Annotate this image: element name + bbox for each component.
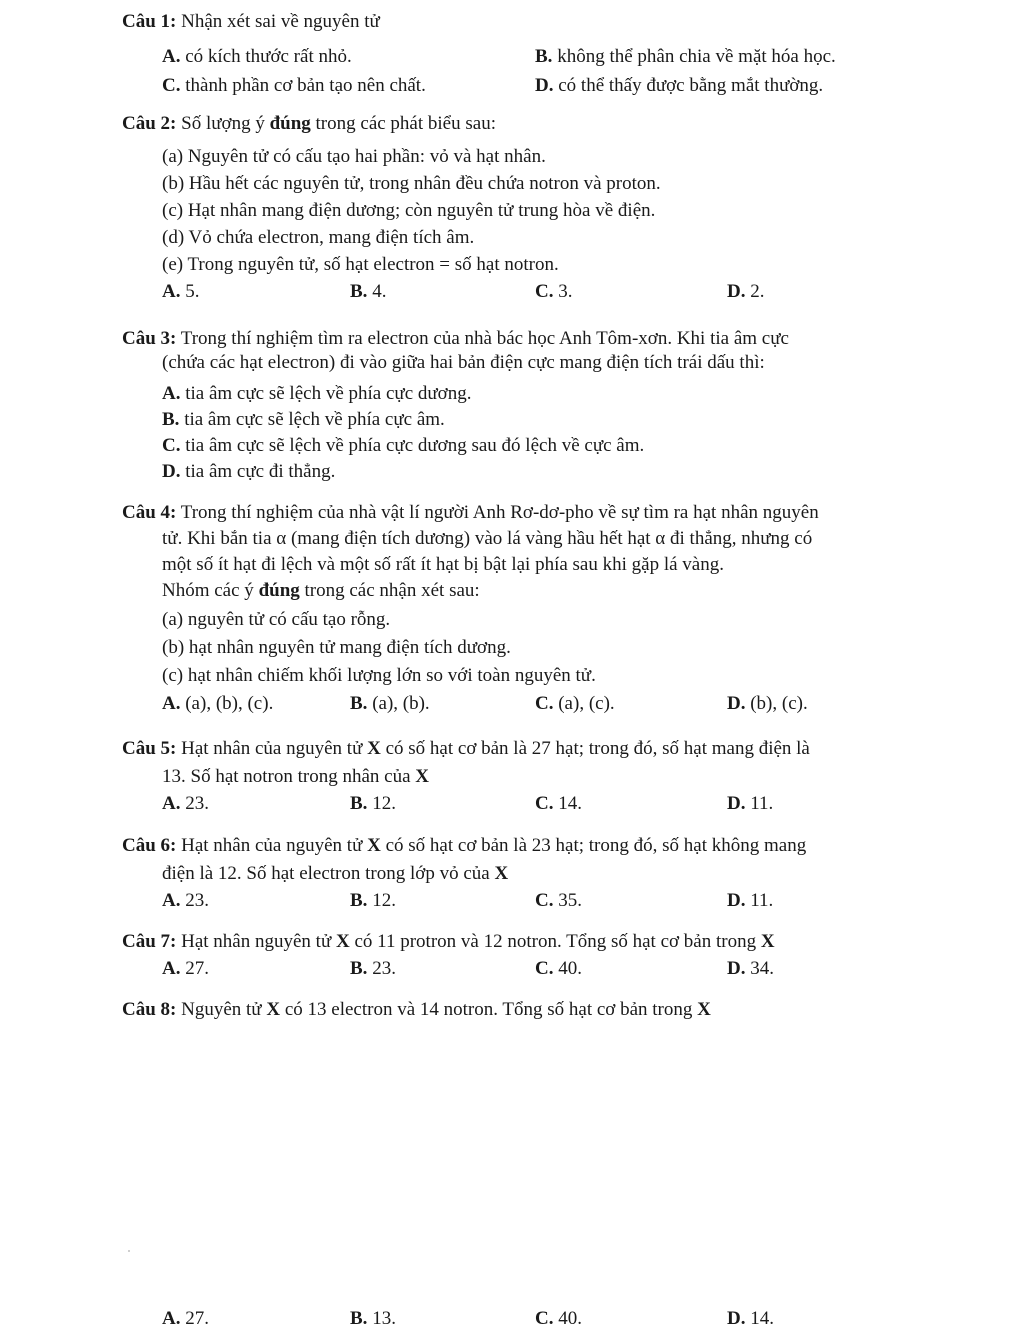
q3-option-d[interactable]: D. tia âm cực đi thẳng. (162, 461, 336, 482)
question-5-options (122, 791, 964, 817)
q5-option-b[interactable]: B. 12. (350, 793, 396, 814)
q6-option-b[interactable]: B. 12. (350, 890, 396, 911)
question-1-options-row-2 (122, 73, 964, 99)
question-2-statements (122, 144, 964, 277)
q3-option-c[interactable]: C. tia âm cực sẽ lệch về phía cực dương sau đó lệch về cực âm. (162, 435, 645, 456)
question-5-label: Câu 5: (122, 738, 177, 759)
question-3 (122, 327, 964, 485)
q8-option-a[interactable]: A. 27. (162, 1308, 209, 1329)
question-2-options (122, 279, 964, 305)
q3-option-b[interactable]: B. tia âm cực sẽ lệch về phía cực âm. (162, 409, 445, 430)
question-5-stem-line-1: Câu 5: Hạt nhân của nguyên tử X có số hạt cơ bản là 27 hạt; trong đó, số hạt mang điện là (122, 738, 810, 759)
q4-option-c[interactable]: C. (a), (c). (535, 693, 615, 714)
q7-option-b[interactable]: B. 23. (350, 958, 396, 979)
question-2-label: Câu 2: (122, 113, 177, 134)
question-1-options-row-1 (122, 44, 964, 70)
q2-option-a[interactable]: A. 5. (162, 281, 200, 302)
question-5-stem-line-2: 13. Số hạt notron trong nhân của X (162, 766, 430, 787)
question-8-options (122, 1306, 964, 1332)
question-3-label: Câu 3: (122, 328, 177, 349)
q2-statement-c: (c) Hạt nhân mang điện dương; còn nguyên tử trung hòa về điện. (162, 200, 656, 221)
question-4-statements (122, 607, 964, 688)
question-6-stem-line-1: Câu 6: Hạt nhân của nguyên tử X có số hạt cơ bản là 23 hạt; trong đó, số hạt không mang (122, 835, 807, 856)
question-4-stem-line-2: tử. Khi bắn tia α (mang điện tích dương) vào lá vàng hầu hết hạt α đi thẳng, nhưng có (162, 528, 813, 549)
question-8-label: Câu 8: (122, 999, 177, 1020)
q4-statement-c: (c) hạt nhân chiếm khối lượng lớn so với toàn nguyên tử. (162, 665, 596, 686)
question-7-options (122, 956, 964, 982)
q4-option-b[interactable]: B. (a), (b). (350, 693, 430, 714)
q2-option-b[interactable]: B. 4. (350, 281, 387, 302)
q3-option-a[interactable]: A. tia âm cực sẽ lệch về phía cực dương. (162, 383, 472, 404)
q4-option-d[interactable]: D. (b), (c). (727, 693, 808, 714)
q7-option-c[interactable]: C. 40. (535, 958, 582, 979)
question-6-options (122, 888, 964, 914)
question-4 (122, 501, 964, 717)
q4-option-a[interactable]: A. (a), (b), (c). (162, 693, 274, 714)
question-8-options-block (122, 1306, 964, 1332)
question-7 (122, 930, 964, 982)
q1-option-d[interactable]: D. có thể thấy được bằng mắt thường. (535, 75, 824, 96)
question-3-stem-line-1: Câu 3: Trong thí nghiệm tìm ra electron của nhà bác học Anh Tôm-xơn. Khi tia âm cực (122, 328, 789, 349)
question-2-stem: Câu 2: Số lượng ý đúng trong các phát biểu sau: (122, 113, 496, 134)
question-6 (122, 834, 964, 914)
question-4-stem-line-3: một số ít hạt đi lệch và một số rất ít hạt bị bật lại phía sau khi gặp lá vàng. (162, 554, 724, 575)
question-4-label: Câu 4: (122, 502, 177, 523)
question-1-label: Câu 1: (122, 11, 177, 32)
q5-option-d[interactable]: D. 11. (727, 793, 774, 814)
q1-option-b[interactable]: B. không thể phân chia về mặt hóa học. (535, 46, 836, 67)
q5-option-c[interactable]: C. 14. (535, 793, 582, 814)
q2-option-d[interactable]: D. 2. (727, 281, 765, 302)
question-5 (122, 737, 964, 817)
q5-option-a[interactable]: A. 23. (162, 793, 209, 814)
question-8 (122, 998, 964, 1022)
question-7-label: Câu 7: (122, 931, 177, 952)
question-2 (122, 112, 964, 305)
q2-statement-a: (a) Nguyên tử có cấu tạo hai phần: vỏ và hạt nhân. (162, 146, 546, 167)
question-4-stem-line-1: Câu 4: Trong thí nghiệm của nhà vật lí người Anh Rơ-dơ-pho về sự tìm ra hạt nhân nguyên (122, 502, 819, 523)
q8-option-c[interactable]: C. 40. (535, 1308, 582, 1329)
question-1-text: Nhận xét sai về nguyên tử (181, 11, 380, 32)
q4-statement-b: (b) hạt nhân nguyên tử mang điện tích dương. (162, 637, 511, 658)
q6-option-d[interactable]: D. 11. (727, 890, 774, 911)
question-1 (122, 10, 964, 99)
question-6-label: Câu 6: (122, 835, 177, 856)
q4-statement-a: (a) nguyên tử có cấu tạo rỗng. (162, 609, 391, 630)
question-1-stem (122, 10, 964, 34)
q1-option-a[interactable]: A. có kích thước rất nhỏ. (162, 46, 352, 67)
page-speck (128, 1250, 130, 1252)
q2-statement-e: (e) Trong nguyên tử, số hạt electron = số hạt notron. (162, 254, 559, 275)
question-8-stem: Câu 8: Nguyên tử X có 13 electron và 14 notron. Tổng số hạt cơ bản trong X (122, 999, 711, 1020)
question-3-stem-line-2: (chứa các hạt electron) đi vào giữa hai bản điện cực mang điện tích trái dấu thì: (162, 352, 765, 373)
question-6-stem-line-2: điện là 12. Số hạt electron trong lớp vỏ của X (162, 863, 509, 884)
question-3-options (122, 381, 964, 485)
question-4-stem-line-4: Nhóm các ý đúng trong các nhận xét sau: (162, 580, 480, 601)
q2-statement-d: (d) Vỏ chứa electron, mang điện tích âm. (162, 227, 475, 248)
q1-option-c[interactable]: C. thành phần cơ bản tạo nên chất. (162, 75, 426, 96)
q2-option-c[interactable]: C. 3. (535, 281, 573, 302)
q6-option-c[interactable]: C. 35. (535, 890, 582, 911)
q8-option-b[interactable]: B. 13. (350, 1308, 396, 1329)
q7-option-a[interactable]: A. 27. (162, 958, 209, 979)
question-7-stem: Câu 7: Hạt nhân nguyên tử X có 11 protron và 12 notron. Tổng số hạt cơ bản trong X (122, 931, 775, 952)
q8-option-d[interactable]: D. 14. (727, 1308, 774, 1329)
question-4-options (122, 691, 964, 717)
q2-statement-b: (b) Hầu hết các nguyên tử, trong nhân đều chứa notron và proton. (162, 173, 661, 194)
q6-option-a[interactable]: A. 23. (162, 890, 209, 911)
q7-option-d[interactable]: D. 34. (727, 958, 774, 979)
